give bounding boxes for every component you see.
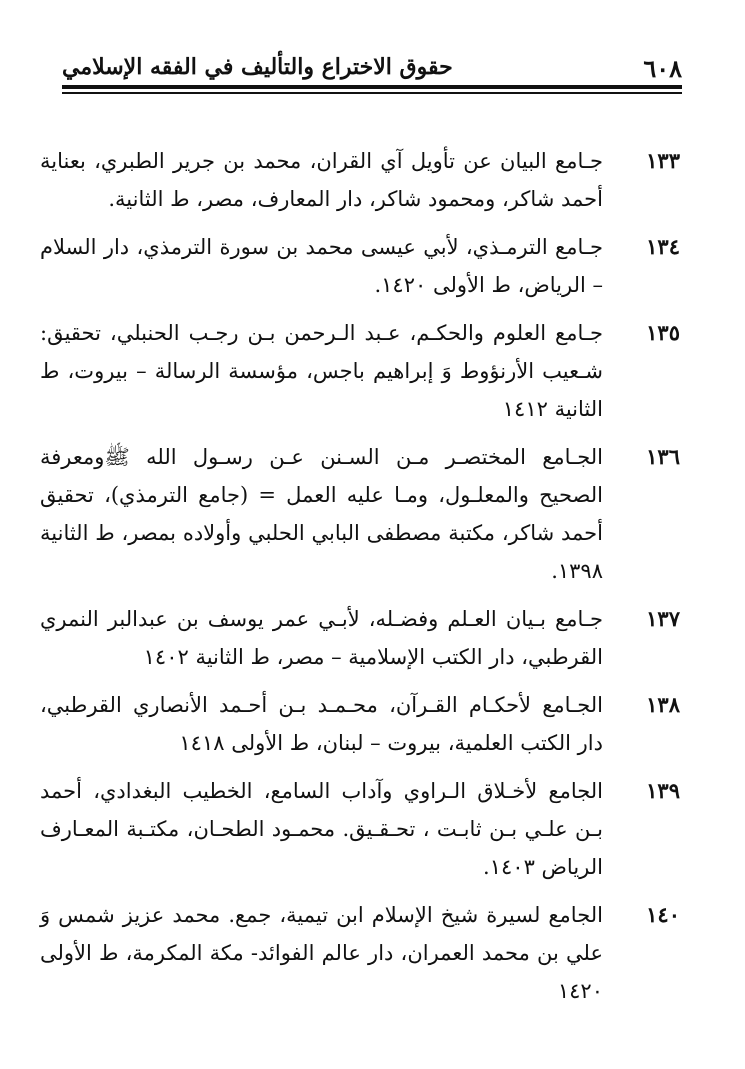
bibliography-entry — [40, 600, 680, 676]
bibliography-entry — [40, 772, 680, 886]
bibliography-list — [40, 142, 680, 1020]
bibliography-entry — [40, 438, 680, 590]
entry-number: ١٤٠ — [646, 902, 680, 927]
header-rule-thick — [62, 85, 682, 89]
entry-number: ١٣٣ — [646, 148, 680, 173]
entry-number: ١٣٥ — [646, 320, 680, 345]
bibliography-entry — [40, 896, 680, 1010]
bibliography-entry — [40, 314, 680, 428]
entry-text: الجامع لسيرة شيخ الإسلام ابن تيمية، جمع. محمد عزيز شمس وَ علي بن محمد العمران، دار عالم الفوائد- مكة المكرمة، ط الأولى ١٤٢٠ — [40, 903, 603, 1003]
page-number: ٦٠٨ — [643, 54, 682, 83]
entry-number: ١٣٦ — [646, 444, 680, 469]
entry-text: جـامع البيان عن تأويل آي القران، محمد بن جرير الطبري، بعناية أحمد شاكر، ومحمود شاكر، دار المعارف، مصر، ط الثانية. — [40, 149, 603, 211]
entry-number: ١٣٨ — [646, 692, 680, 717]
entry-text: الجامع لأخـلاق الـراوي وآداب السامع، الخطيب البغدادي، أحمد بـن علـي بـن ثابـت ، تحـقـيق. محمـود الطحـان، مكتـبة المعـارف الرياض ١٤٠٣. — [40, 779, 603, 879]
entry-number: ١٣٩ — [646, 778, 680, 803]
entry-text: جـامع الترمـذي، لأبي عيسى محمد بن سورة الترمذي، دار السلام – الرياض، ط الأولى ١٤٢٠. — [40, 235, 603, 297]
header-rule-thin — [62, 92, 682, 94]
running-title: حقوق الاختراع والتأليف في الفقه الإسلامي — [62, 54, 453, 80]
entry-text: الجـامع لأحكـام القـرآن، محـمـد بـن أحـمد الأنصاري القرطبي، دار الكتب العلمية، بيروت – لبنان، ط الأولى ١٤١٨ — [40, 693, 603, 755]
bibliography-entry — [40, 142, 680, 218]
entry-number: ١٣٤ — [646, 234, 680, 259]
entry-text: الجـامع المختصـر مـن السـنن عـن رسـول الله ﷺومعرفة الصحيح والمعلـول، ومـا عليه العمل = (جامع الترمذي)، تحقيق أحمد شاكر، مكتبة مصطفى البابي الحلبي وأولاده بمصر، ط الثانية ١٣٩٨. — [40, 445, 603, 583]
entry-number: ١٣٧ — [646, 606, 680, 631]
page-header — [62, 48, 682, 88]
entry-text: جـامع بـيان العـلم وفضـله، لأبـي عمر يوسف بن عبدالبر النمري القرطبي، دار الكتب الإسلامية – مصر، ط الثانية ١٤٠٢ — [40, 607, 603, 669]
bibliography-entry — [40, 686, 680, 762]
entry-text: جـامع العلوم والحكـم، عـبد الـرحمن بـن رجـب الحنبلي، تحقيق: شـعيب الأرنؤوط وَ إبراهيم باجس، مؤسسة الرسالة – بيروت، ط الثانية ١٤١٢ — [40, 321, 603, 421]
bibliography-entry — [40, 228, 680, 304]
